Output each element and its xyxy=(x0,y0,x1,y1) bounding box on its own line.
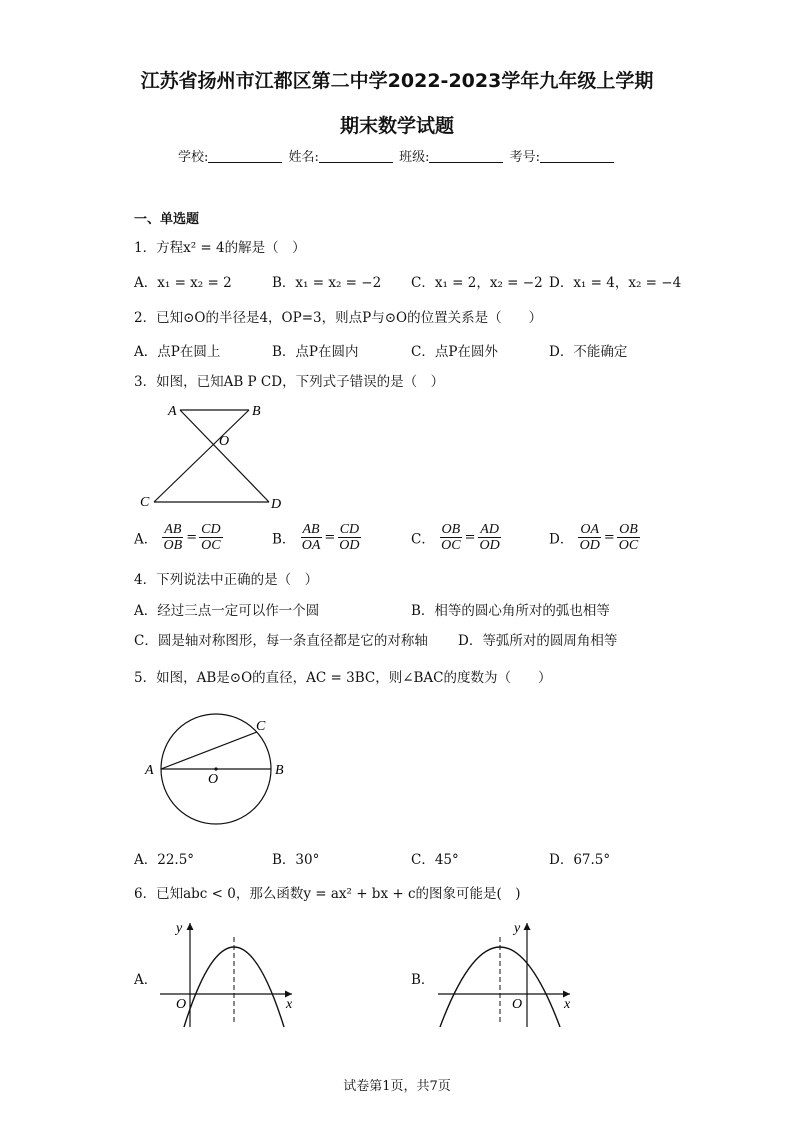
fraction: $\frac{AB}{OB}$ xyxy=(163,522,183,553)
q5-option-d[interactable]: D．67.5° xyxy=(549,852,611,868)
q1-option-b[interactable]: B．x₁ = x₂ = −2 xyxy=(272,275,382,291)
point-label-b: B xyxy=(252,404,261,419)
q1-option-d[interactable]: D．x₁ = 4，x₂ = −4 xyxy=(549,275,682,291)
q6-graph-a[interactable] xyxy=(152,915,302,1033)
fraction: $\frac{OA}{OD}$ xyxy=(579,522,600,553)
q3-option-a[interactable]: A． $\frac{AB}{OB}$ = $\frac{CD}{OC}$ xyxy=(134,522,221,553)
q3-option-c[interactable]: C． $\frac{OB}{OC}$ = $\frac{AD}{OD}$ xyxy=(411,522,500,553)
chord-ac xyxy=(161,732,257,769)
fraction: $\frac{OB}{OC}$ xyxy=(618,522,639,553)
origin-label: O xyxy=(512,997,523,1012)
q6-option-a-letter[interactable]: A． xyxy=(134,972,158,988)
q4-option-d[interactable]: D．等弧所对的圆周角相等 xyxy=(458,633,618,649)
q2-option-b[interactable]: B．点P在圆内 xyxy=(272,344,359,360)
class-field-label: 班级: xyxy=(399,150,430,165)
option-letter: B． xyxy=(272,531,296,548)
examno-field-blank[interactable] xyxy=(540,150,614,163)
q5-circle-figure xyxy=(140,708,300,838)
x-axis-label: x xyxy=(564,997,571,1012)
fraction: $\frac{CD}{OC}$ xyxy=(201,522,221,553)
point-label-a: A xyxy=(168,404,177,419)
exam-title-line2: 期末数学试题 xyxy=(339,115,454,137)
q4-stem: 4．下列说法中正确的是（ ） xyxy=(134,572,319,588)
point-label-a: A xyxy=(145,763,154,778)
q2-stem: 2．已知⊙O的半径是4，OP=3，则点P与⊙O的位置关系是（ ） xyxy=(134,310,543,326)
point-label-d: D xyxy=(271,497,282,512)
q5-option-a[interactable]: A．22.5° xyxy=(134,852,195,868)
class-field-blank[interactable] xyxy=(429,150,503,163)
q2-option-c[interactable]: C．点P在圆外 xyxy=(411,344,498,360)
fraction: $\frac{OB}{OC}$ xyxy=(441,522,461,553)
fraction: $\frac{AB}{OA}$ xyxy=(301,522,321,553)
fraction: $\frac{CD}{OD}$ xyxy=(339,522,360,553)
q2-option-a[interactable]: A．点P在圆上 xyxy=(134,344,221,360)
point-label-c: C xyxy=(140,495,150,510)
q6-stem: 6．已知abc < 0，那么函数y = ax² + bx + c的图象可能是( ) xyxy=(134,886,521,902)
option-letter: A． xyxy=(134,531,158,548)
q4-option-a[interactable]: A．经过三点一定可以作一个圆 xyxy=(134,603,320,619)
option-letter: C． xyxy=(411,531,435,548)
q1-stem: 1．方程x² = 4的解是（ ） xyxy=(134,240,306,256)
q4-option-c[interactable]: C．圆是轴对称图形，每一条直径都是它的对称轴 xyxy=(134,633,428,649)
student-info-fields xyxy=(0,146,794,165)
x-axis-label: x xyxy=(286,997,293,1012)
q1-option-a[interactable]: A．x₁ = x₂ = 2 xyxy=(134,275,232,291)
point-label-b: B xyxy=(275,763,284,778)
q4-option-b[interactable]: B．相等的圆心角所对的弧也相等 xyxy=(411,603,610,619)
section-title: 一、单选题 xyxy=(134,212,200,227)
segment-bc xyxy=(154,410,249,502)
point-label-c: C xyxy=(256,719,266,734)
q3-stem: 3．如图，已知AB P CD，下列式子错误的是（ ） xyxy=(134,374,445,390)
segment-ad xyxy=(180,410,269,502)
name-field-label: 姓名: xyxy=(288,150,319,165)
q2-option-d[interactable]: D．不能确定 xyxy=(549,344,628,360)
q6-option-b-letter[interactable]: B． xyxy=(411,972,435,988)
q5-option-c[interactable]: C．45° xyxy=(411,852,459,868)
q1-option-c[interactable]: C．x₁ = 2，x₂ = −2 xyxy=(411,275,543,291)
point-label-o: O xyxy=(208,772,219,787)
y-axis-label: y xyxy=(176,921,183,936)
examno-field-label: 考号: xyxy=(509,150,540,165)
school-field-label: 学校: xyxy=(178,150,209,165)
q5-option-b[interactable]: B．30° xyxy=(272,852,320,868)
y-axis-label: y xyxy=(514,921,521,936)
center-dot xyxy=(214,767,217,770)
q6-graph-b[interactable] xyxy=(430,915,580,1033)
q3-option-d[interactable]: D． $\frac{OA}{OD}$ = $\frac{OB}{OC}$ xyxy=(549,522,639,553)
q3-parallel-lines-figure xyxy=(130,398,290,518)
option-letter: D． xyxy=(549,531,574,548)
origin-label: O xyxy=(176,997,187,1012)
fraction: $\frac{AD}{OD}$ xyxy=(479,522,500,553)
q3-option-b[interactable]: B． $\frac{AB}{OA}$ = $\frac{CD}{OD}$ xyxy=(272,522,360,553)
name-field-blank[interactable] xyxy=(319,150,393,163)
point-label-o: O xyxy=(219,434,230,449)
q5-stem: 5．如图，AB是⊙O的直径，AC = 3BC，则∠BAC的度数为（ ） xyxy=(134,670,552,686)
school-field-blank[interactable] xyxy=(208,150,282,163)
page-footer: 试卷第1页，共7页 xyxy=(343,1079,451,1094)
exam-title-line1: 江苏省扬州市江都区第二中学2022-2023学年九年级上学期 xyxy=(140,70,654,92)
